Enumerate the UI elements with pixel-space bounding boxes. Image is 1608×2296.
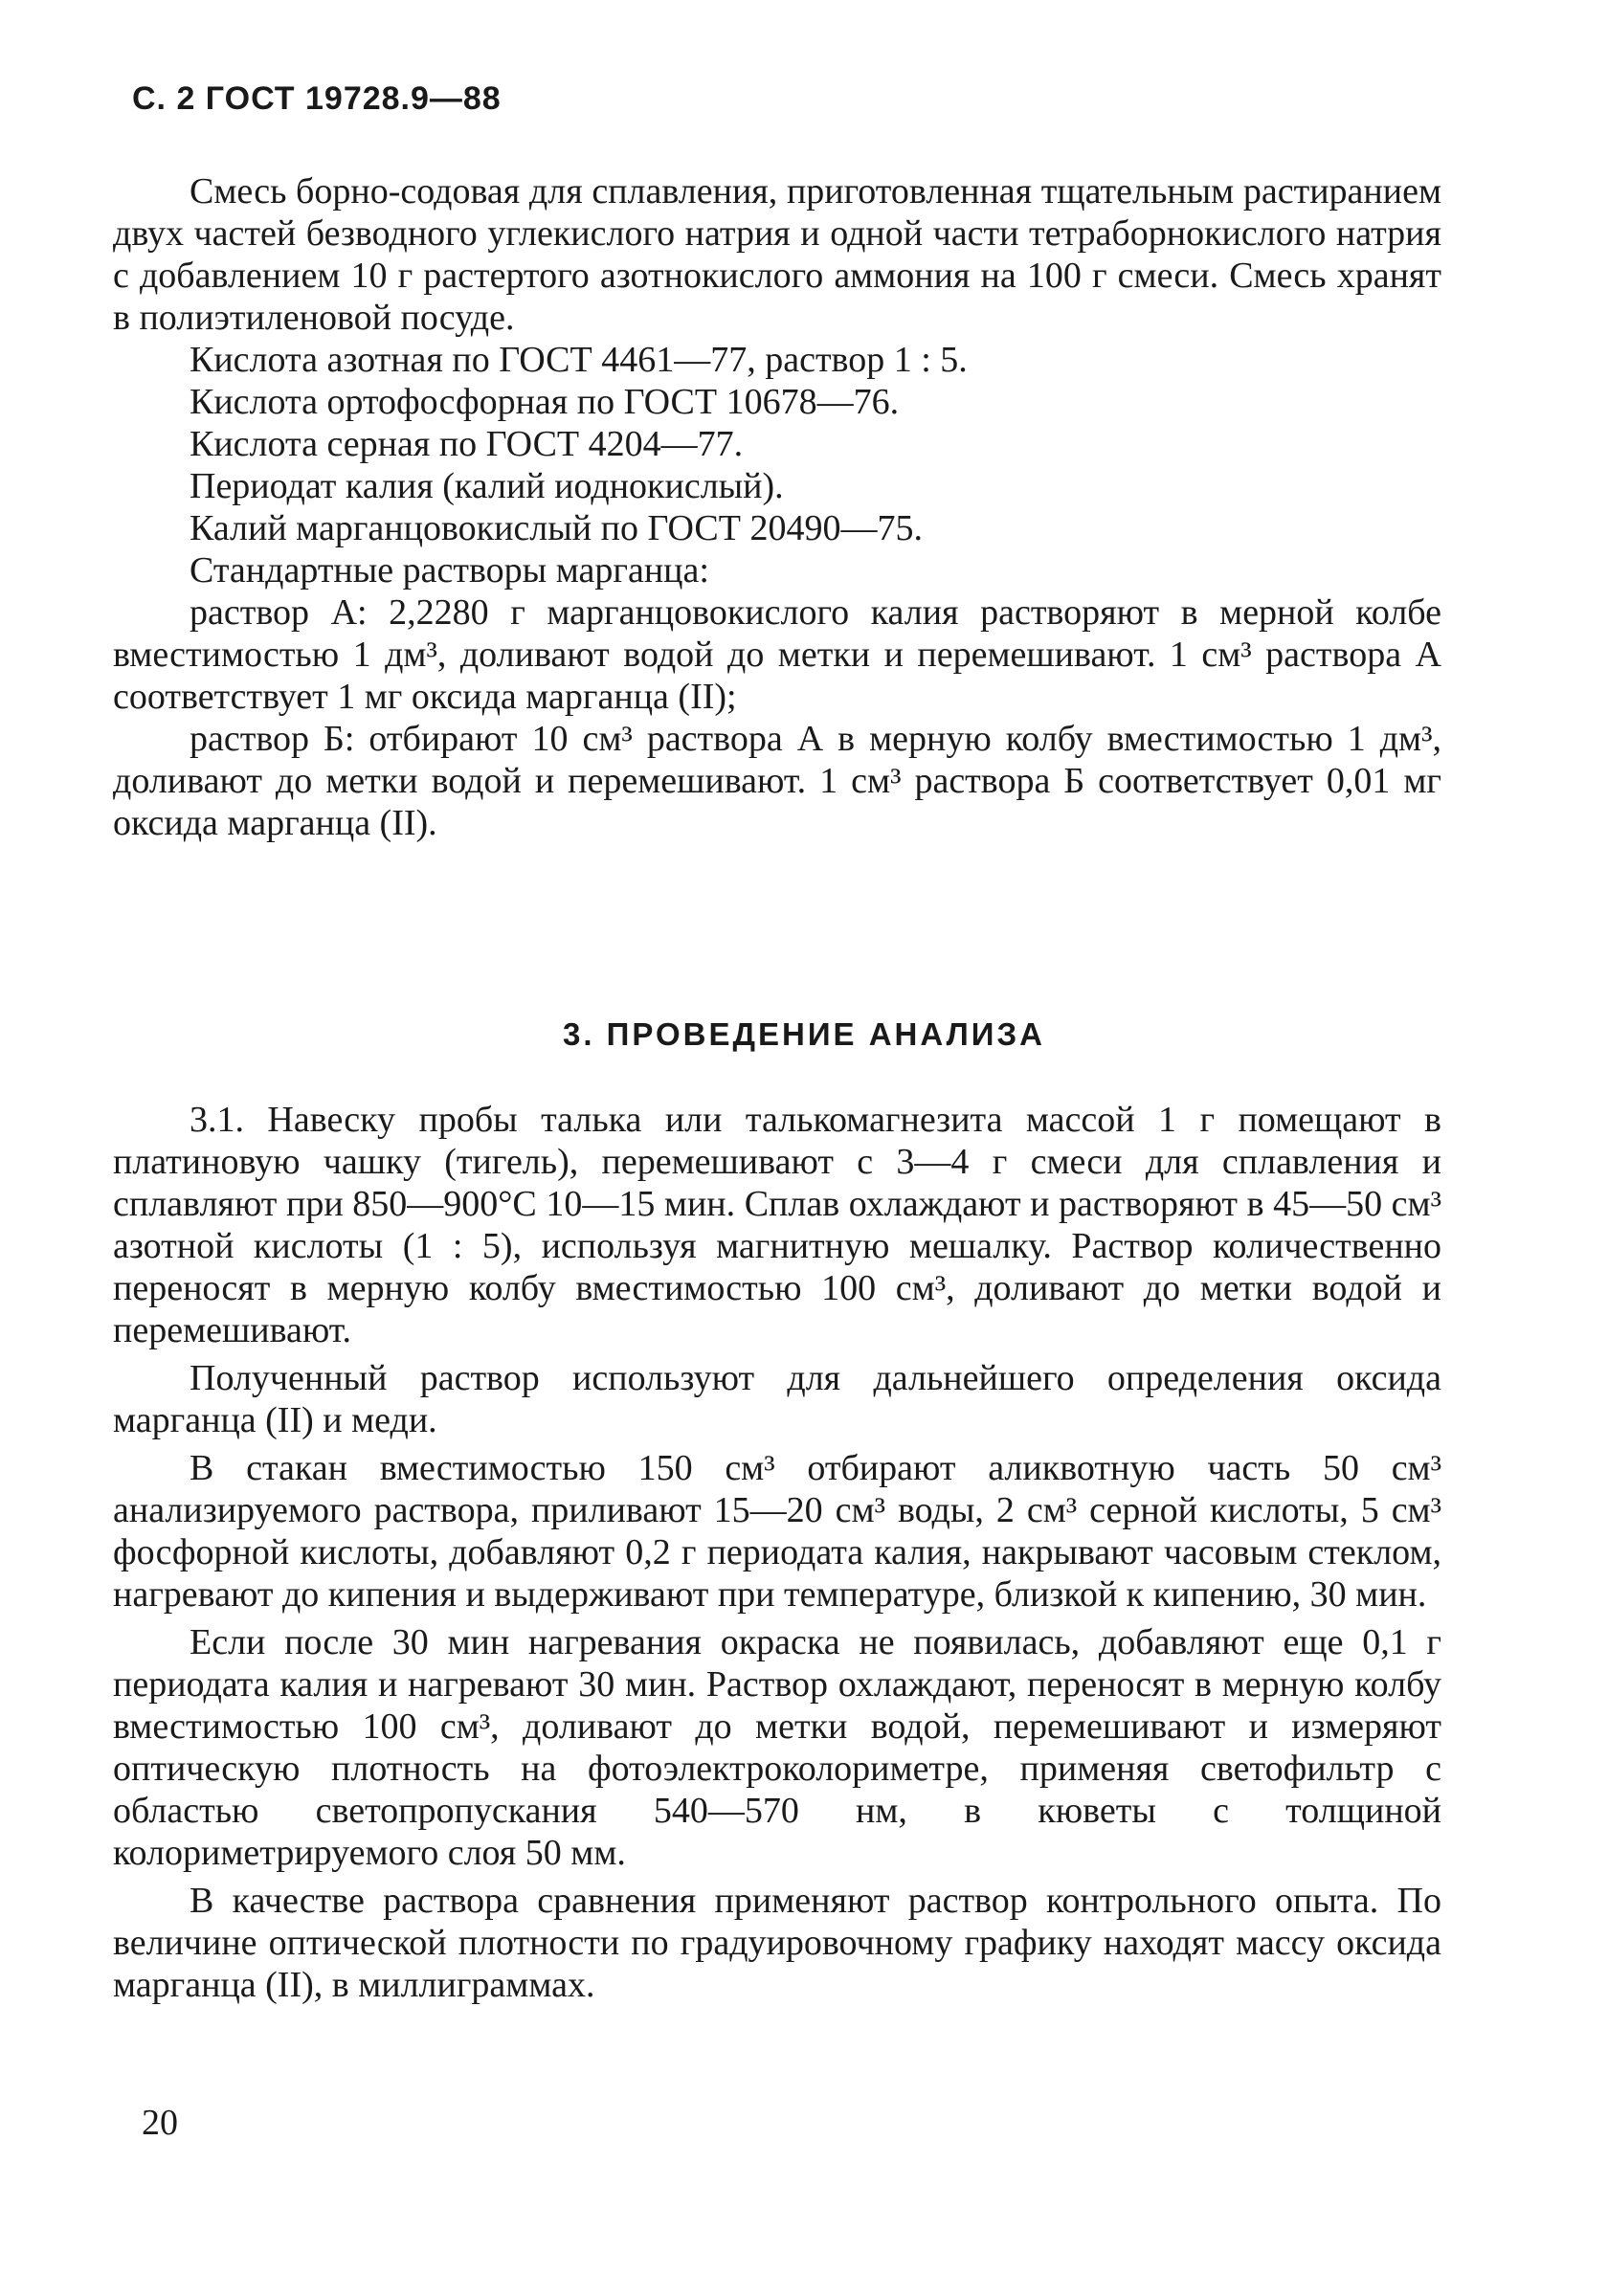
- reagent-paragraph: Кислота ортофосфорная по ГОСТ 10678—76.: [190, 382, 900, 422]
- reagent-paragraph: Стандартные растворы марганца:: [190, 550, 709, 591]
- reagent-paragraph: Кислота азотная по ГОСТ 4461—77, раствор 1 : 5.: [190, 340, 968, 380]
- procedure-paragraph: Полученный раствор используют для дальнейшего определения оксида марганца (II) и меди.: [113, 1358, 1441, 1440]
- procedure-paragraph: В стакан вместимостью 150 см³ отбирают аликвотную часть 50 см³ анализируемого раствора, приливают 15—20 см³ воды, 2 см³ серной кислоты, 5 см³ фосфорной кислоты, добавляют 0,2 г периодата калия, накрывают часовым стеклом, нагревают до кипения и выдерживают при температуре, близкой к кипению, 30 мин.: [113, 1448, 1441, 1615]
- reagent-paragraph: Периодат калия (калий иоднокислый).: [190, 466, 784, 506]
- reagent-paragraph: Калий марганцовокислый по ГОСТ 20490—75.: [190, 508, 923, 548]
- reagent-paragraph: Смесь борно-содовая для сплавления, приготовленная тщательным растиранием двух частей безводного углекислого натрия и одной части тетраборнокислого натрия с добавлением 10 г растертого азотнокислого аммония на 100 г смеси. Смесь хранят в полиэтиленовой посуде.: [113, 171, 1441, 338]
- reagent-paragraph: Кислота серная по ГОСТ 4204—77.: [190, 424, 744, 464]
- running-head: С. 2 ГОСТ 19728.9—88: [132, 80, 502, 117]
- page-number: 20: [142, 2103, 178, 2143]
- reagent-paragraph: раствор А: 2,2280 г марганцовокислого калия растворяют в мерной колбе вместимостью 1 дм³, доливают водой до метки и перемешивают. 1 см³ раствора А соответствует 1 мг оксида марганца (II);: [113, 592, 1441, 717]
- procedure-paragraph: 3.1. Навеску пробы талька или талькомагнезита массой 1 г помещают в платиновую чашку (тигель), перемешивают с 3—4 г смеси для сплавления и сплавляют при 850—900°С 10—15 мин. Сплав охлаждают и растворяют в 45—50 см³ азотной кислоты (1 : 5), используя магнитную мешалку. Раствор количественно переносят в мерную колбу вместимостью 100 см³, доливают до метки водой и перемешивают.: [113, 1100, 1441, 1350]
- section-heading: 3. ПРОВЕДЕНИЕ АНАЛИЗА: [562, 1016, 1046, 1052]
- reagent-paragraph: раствор Б: отбирают 10 см³ раствора А в мерную колбу вместимостью 1 дм³, доливают до метки водой и перемешивают. 1 см³ раствора Б соответствует 0,01 мг оксида марганца (II).: [113, 719, 1441, 843]
- reagents-section: [113, 170, 1441, 844]
- procedure-section: [113, 1099, 1441, 2006]
- procedure-paragraph: В качестве раствора сравнения применяют раствор контрольного опыта. По величине оптической плотности по градуировочному графику находят массу оксида марганца (II), в миллиграммах.: [113, 1881, 1441, 2005]
- procedure-paragraph: Если после 30 мин нагревания окраска не появилась, добавляют еще 0,1 г периодата калия и нагревают 30 мин. Раствор охлаждают, переносят в мерную колбу вместимостью 100 см³, доливают до метки водой, перемешивают и измеряют оптическую плотность на фотоэлектроколориметре, применяя светофильтр с областью светопропускания 540—570 нм, в кюветы с толщиной колориметрируемого слоя 50 мм.: [113, 1622, 1441, 1873]
